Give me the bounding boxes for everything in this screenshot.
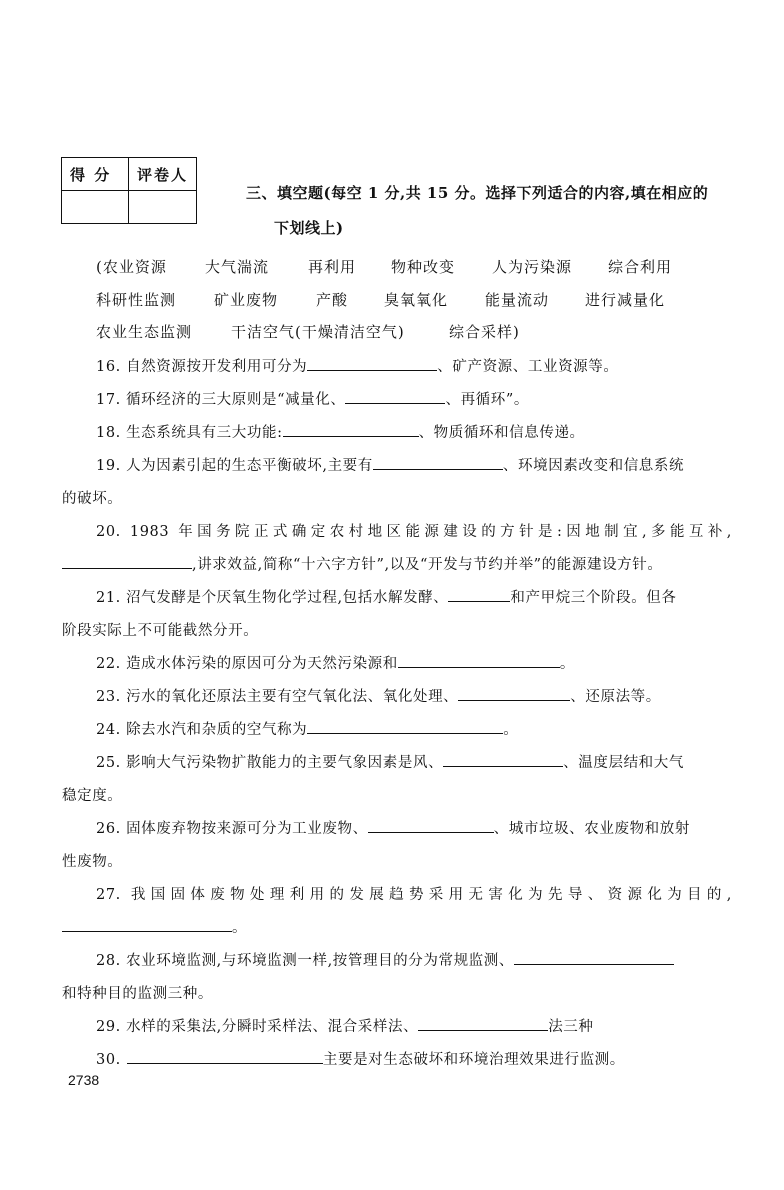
question-27-cont (62, 916, 247, 937)
answer-blank[interactable] (443, 752, 563, 767)
option-item: (农业资源 (96, 258, 167, 276)
question-16 (96, 355, 618, 376)
question-text: 、温度层结和大气 (563, 755, 684, 771)
answer-blank[interactable] (283, 422, 419, 437)
option-item: 综合采样) (449, 323, 520, 341)
question-text: 、城市垃圾、农业废物和放射 (493, 821, 690, 837)
question-text: 24. 除去水汽和杂质的空气称为 (96, 722, 308, 738)
question-text: 、环境因素改变和信息系统 (502, 458, 685, 474)
option-item: 综合利用 (608, 258, 673, 276)
question-text: 。 (232, 920, 248, 936)
question-19 (96, 454, 684, 475)
answer-blank[interactable] (398, 653, 560, 668)
question-23 (96, 685, 661, 706)
question-24 (96, 718, 518, 739)
option-item: 大气湍流 (205, 258, 270, 276)
option-item: 产酸 (316, 291, 349, 309)
question-text: 、再循环”。 (445, 392, 529, 408)
option-item: 矿业废物 (214, 291, 279, 309)
answer-blank[interactable] (373, 455, 503, 470)
question-text: 25. 影响大气污染物扩散能力的主要气象因素是风、 (96, 755, 444, 771)
question-text: 30. (96, 1052, 121, 1068)
question-20-cont (62, 553, 662, 574)
question-text: 28. 农业环境监测,与环境监测一样,按管理目的分为常规监测、 (96, 953, 514, 969)
question-text: ,讲求效益,简称“十六字方针”,以及“开发与节约并举”的能源建设方针。 (192, 557, 663, 573)
question-text: 、还原法等。 (570, 689, 661, 705)
option-item: 科研性监测 (96, 291, 177, 309)
question-text: 23. 污水的氧化还原法主要有空气氧化法、氧化处理、 (96, 689, 459, 705)
question-text: 、物质循环和信息传递。 (418, 425, 585, 441)
answer-blank[interactable] (448, 587, 510, 602)
option-item: 干洁空气(干燥清洁空气) (231, 323, 405, 341)
question-text: 19. 人为因素引起的生态平衡破坏,主要有 (96, 458, 373, 474)
question-18 (96, 421, 585, 442)
question-22 (96, 652, 575, 673)
question-text: 。 (559, 656, 575, 672)
section-title: 三、填空题(每空 1 分,共 15 分。选择下列适合的内容,填在相应的 (246, 184, 709, 202)
option-item: 人为污染源 (492, 258, 573, 276)
question-28-cont: 和特种目的监测三种。 (62, 986, 213, 1002)
score-label: 得 分 (70, 166, 112, 184)
question-26-cont: 性废物。 (62, 854, 123, 870)
answer-blank[interactable] (307, 719, 503, 734)
option-item: 农业生态监测 (96, 323, 193, 341)
section-title-cont: 下划线上) (274, 219, 344, 237)
answer-blank[interactable] (345, 389, 445, 404)
question-text: 、矿产资源、工业资源等。 (437, 359, 619, 375)
answer-blank[interactable] (307, 356, 437, 371)
question-25-cont: 稳定度。 (62, 788, 123, 804)
question-text: 和产甲烷三个阶段。但各 (510, 590, 677, 606)
question-text: 22. 造成水体污染的原因可分为天然污染源和 (96, 656, 398, 672)
option-item: 再利用 (308, 258, 357, 276)
question-17 (96, 388, 529, 409)
question-19-cont: 的破坏。 (62, 491, 123, 507)
question-21 (96, 586, 677, 607)
option-item: 臭氧氧化 (384, 291, 449, 309)
question-text: 26. 固体废弃物按来源可分为工业废物、 (96, 821, 368, 837)
question-text: 29. 水样的采集法,分瞬时采样法、混合采样法、 (96, 1019, 419, 1035)
table-divider (128, 158, 129, 223)
question-27: 27. 我国固体废物处理利用的发展趋势采用无害化为先导、资源化为目的, (96, 887, 732, 903)
grader-label: 评卷人 (137, 166, 189, 184)
answer-blank[interactable] (62, 917, 232, 932)
question-25 (96, 751, 684, 772)
table-divider (62, 190, 196, 191)
question-29 (96, 1015, 594, 1036)
answer-blank[interactable] (62, 554, 192, 569)
question-text: 。 (503, 722, 519, 738)
question-text: 18. 生态系统具有三大功能: (96, 425, 283, 441)
option-item: 进行减量化 (585, 291, 666, 309)
score-table (61, 157, 197, 224)
answer-blank[interactable] (127, 1049, 323, 1064)
question-text: 21. 沼气发酵是个厌氧生物化学过程,包括水解发酵、 (96, 590, 449, 606)
answer-blank[interactable] (418, 1016, 548, 1031)
option-item: 物种改变 (391, 258, 456, 276)
question-text: 16. 自然资源按开发利用可分为 (96, 359, 308, 375)
answer-blank[interactable] (458, 686, 570, 701)
question-21-cont: 阶段实际上不可能截然分开。 (62, 623, 259, 639)
question-26 (96, 817, 690, 838)
question-text: 主要是对生态破坏和环境治理效果进行监测。 (322, 1052, 625, 1068)
question-28 (96, 949, 674, 970)
question-text: 法三种 (548, 1019, 594, 1035)
question-30 (96, 1048, 625, 1069)
answer-blank[interactable] (514, 950, 674, 965)
page-number: 2738 (68, 1072, 100, 1088)
question-20: 20. 1983 年国务院正式确定农村地区能源建设的方针是:因地制宜,多能互补, (96, 524, 732, 540)
option-item: 能量流动 (485, 291, 550, 309)
question-text: 17. 循环经济的三大原则是“减量化、 (96, 392, 346, 408)
answer-blank[interactable] (368, 818, 494, 833)
